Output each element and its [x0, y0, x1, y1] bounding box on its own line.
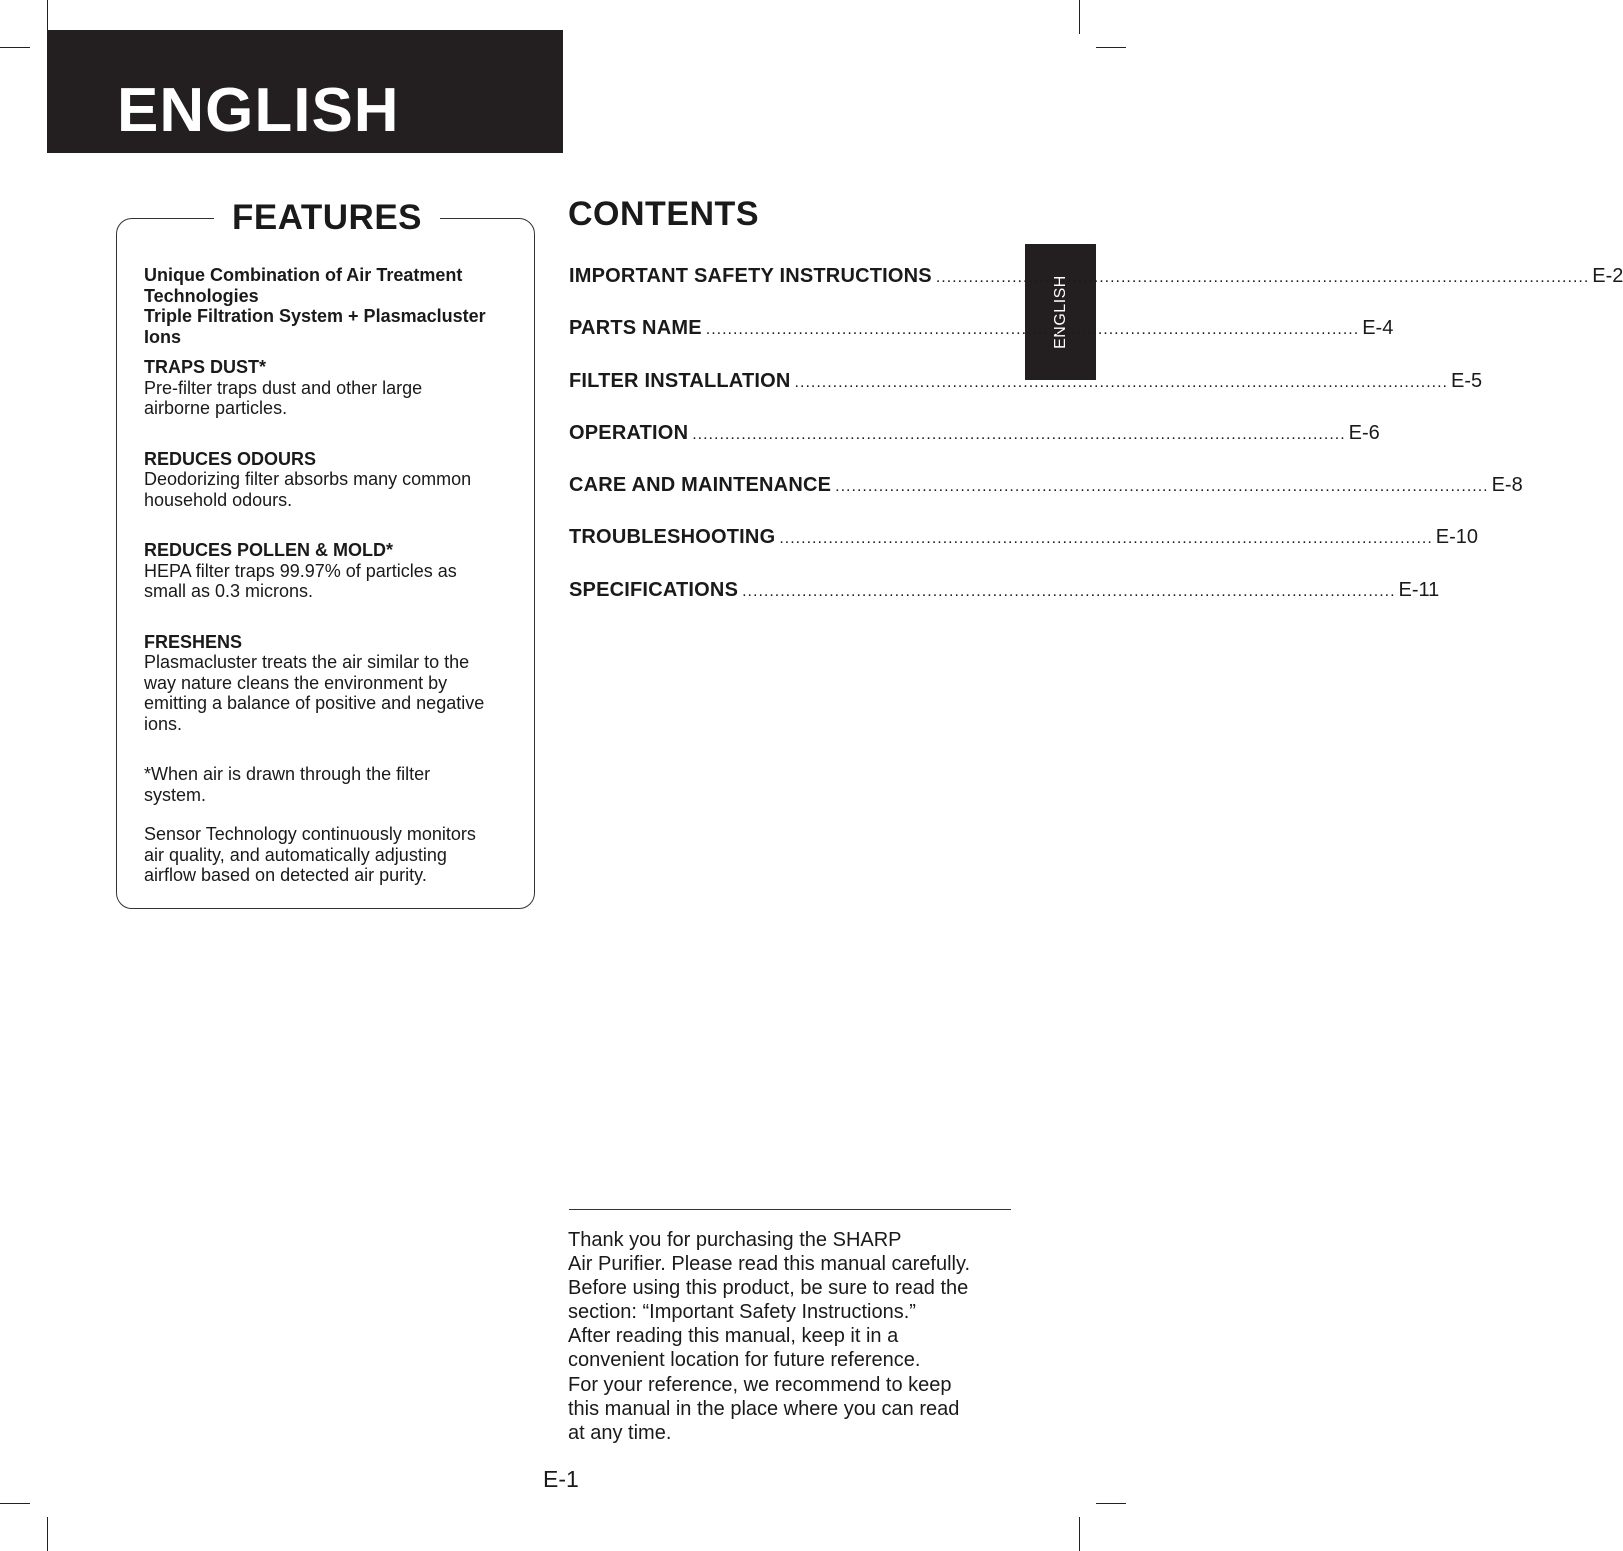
feature-traps-dust	[144, 357, 529, 419]
toc-page: E-11	[1398, 578, 1440, 601]
toc-page: E-4	[1362, 317, 1394, 340]
feature-text: household odours.	[144, 489, 293, 510]
crop-mark	[1079, 1517, 1080, 1551]
filter-footnote	[144, 764, 529, 805]
contents-title: CONTENTS	[568, 195, 759, 233]
toc-page: E-2	[1592, 265, 1623, 287]
crop-mark	[47, 1517, 48, 1551]
feature-text: Deodorizing filter absorbs many common	[144, 469, 472, 489]
thanks-line: section: “Important Safety Instructions.”	[568, 1301, 916, 1324]
feature-text: Pre-filter traps dust and other large	[144, 377, 423, 398]
toc-entry-filter-installation[interactable]	[569, 368, 1483, 420]
feature-text: way nature cleans the environment by	[144, 672, 448, 693]
feature-freshens	[144, 632, 529, 735]
thanks-line: at any time.	[568, 1421, 672, 1444]
crop-mark	[1096, 47, 1126, 48]
toc-leader: ........................................................................................................................	[794, 373, 1448, 391]
thanks-line: convenient location for future reference.	[568, 1349, 921, 1372]
page-number: E-1	[543, 1466, 579, 1492]
crop-mark	[1079, 0, 1080, 34]
toc-leader: ........................................................................................................................	[935, 269, 1590, 286]
toc-entry-specifications[interactable]	[569, 577, 1440, 629]
crop-mark	[0, 47, 30, 48]
sensor-line: air quality, and automatically adjusting	[144, 844, 447, 865]
sensor-note	[144, 824, 529, 886]
toc-page: E-6	[1348, 421, 1380, 444]
features-intro	[144, 265, 529, 347]
toc-leader: ........................................................................................................................	[692, 425, 1346, 443]
intro-line: Unique Combination of Air Treatment	[144, 265, 463, 285]
feature-text: ions.	[144, 713, 183, 734]
feature-text: small as 0.3 microns.	[144, 581, 314, 601]
thank-you-note	[568, 1228, 1018, 1445]
toc-entry-operation[interactable]	[569, 420, 1380, 472]
thanks-line: this manual in the place where you can read	[568, 1397, 960, 1420]
intro-line: Triple Filtration System + Plasmacluster	[144, 306, 486, 326]
sensor-line: Sensor Technology continuously monitors	[144, 824, 476, 844]
toc-label: TROUBLESHOOTING	[569, 526, 776, 549]
toc-label: PARTS NAME	[569, 317, 702, 340]
toc-leader: ........................................................................................................................	[705, 321, 1360, 339]
toc-entry-troubleshooting[interactable]	[569, 524, 1479, 576]
crop-mark	[1096, 1503, 1126, 1504]
feature-text: HEPA filter traps 99.97% of particles as	[144, 560, 457, 581]
intro-line: Ions	[144, 326, 182, 347]
toc-label: SPECIFICATIONS	[569, 578, 739, 601]
toc-leader: ........................................................................................................................	[779, 530, 1433, 548]
features-content	[144, 265, 529, 886]
toc-page: E-8	[1491, 474, 1523, 497]
crop-mark	[47, 0, 48, 34]
feature-reduces-odours	[144, 449, 529, 511]
thanks-divider	[569, 1209, 1011, 1210]
feature-text: Plasmacluster treats the air similar to the	[144, 652, 470, 672]
footnote-line: system.	[144, 784, 207, 805]
thanks-line: Before using this product, be sure to read the	[568, 1277, 969, 1300]
feature-reduces-pollen-mold	[144, 540, 529, 602]
toc-entry-care-maintenance[interactable]	[569, 472, 1523, 524]
feature-text: airborne particles.	[144, 398, 288, 418]
crop-mark	[0, 1503, 30, 1504]
toc-page: E-5	[1450, 369, 1483, 392]
thanks-line: Air Purifier. Please read this manual carefully.	[568, 1253, 971, 1276]
toc-label: CARE AND MAINTENANCE	[569, 474, 832, 497]
thanks-line: After reading this manual, keep it in a	[568, 1325, 899, 1348]
intro-line: Technologies	[144, 285, 259, 306]
features-title: FEATURES	[214, 196, 440, 240]
feature-heading: FRESHENS	[144, 631, 243, 652]
language-banner	[47, 30, 563, 153]
thanks-line: Thank you for purchasing the SHARP	[568, 1229, 902, 1251]
feature-heading: REDUCES ODOURS	[144, 448, 317, 469]
toc-label: OPERATION	[569, 421, 689, 444]
toc-page: E-10	[1435, 526, 1479, 549]
toc-label: FILTER INSTALLATION	[569, 369, 791, 392]
feature-text: emitting a balance of positive and negative	[144, 693, 485, 713]
feature-heading: REDUCES POLLEN & MOLD*	[144, 540, 394, 560]
footnote-line: *When air is drawn through the filter	[144, 764, 431, 784]
thanks-line: For your reference, we recommend to keep	[568, 1373, 952, 1396]
sensor-line: airflow based on detected air purity.	[144, 865, 427, 885]
toc-leader: ........................................................................................................................	[742, 582, 1396, 600]
toc-entry-parts-name[interactable]	[569, 315, 1394, 367]
toc-label: IMPORTANT SAFETY INSTRUCTIONS	[569, 265, 932, 287]
side-tab-label: ENGLISH	[1051, 275, 1069, 349]
feature-heading: TRAPS DUST*	[144, 357, 267, 377]
language-banner-title: ENGLISH	[117, 76, 400, 145]
toc-leader: ........................................................................................................................	[835, 478, 1489, 496]
